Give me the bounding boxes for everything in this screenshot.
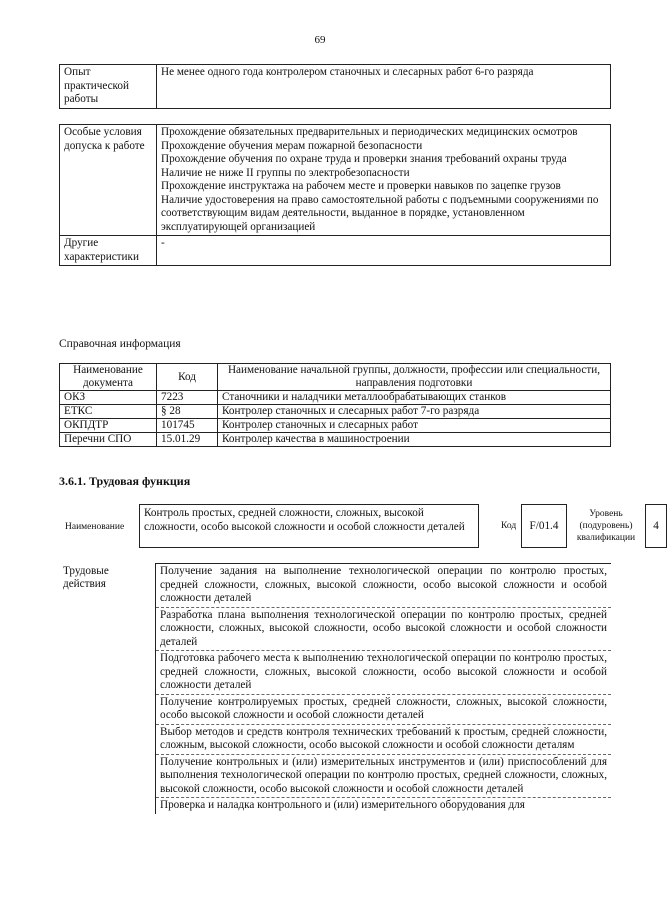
other-value: -: [157, 236, 611, 266]
condition-line: Прохождение обучения мерам пожарной безопасности: [161, 139, 423, 152]
other-label: Другие характеристики: [60, 236, 157, 266]
condition-line: Наличие не ниже II группы по электробезопасности: [161, 166, 410, 179]
function-name: Контроль простых, средней сложности, сложных, высокой сложности, особо высокой сложности и особой сложности деталей: [139, 504, 479, 548]
action-item: Подготовка рабочего места к выполнению технологической операции по контролю простых, средней сложности, сложных, высокой сложности, особо высокой сложности и особой сложности деталей: [156, 651, 612, 695]
page-number: 69: [314, 34, 326, 46]
ref-doc: ОКЗ: [60, 391, 157, 405]
function-code: F/01.4: [521, 504, 567, 548]
header-code: Код: [157, 364, 218, 391]
action-item: Проверка и наладка контрольного и (или) измерительного оборудования для: [160, 799, 525, 811]
action-item: Получение контролируемых простых, средней сложности, сложных, высокой сложности, особо высокой сложности и особой сложности деталей: [156, 694, 612, 724]
reference-table: [59, 363, 611, 447]
actions-label: Трудовые действия: [59, 564, 156, 814]
section-title: 3.6.1. Трудовая функция: [59, 474, 191, 488]
condition-line: Прохождение обязательных предварительных и периодических медицинских осмотров: [161, 126, 578, 138]
table-row: [60, 419, 611, 433]
experience-label: Опыт практической работы: [60, 65, 157, 109]
table-row: [60, 236, 611, 266]
experience-table: [59, 64, 611, 109]
condition-line: Прохождение обучения по охране труда и проверки знания требований охраны труда: [161, 153, 567, 165]
ref-code: 7223: [157, 391, 218, 405]
function-level: 4: [645, 504, 667, 548]
experience-value: Не менее одного года контролером станочных и слесарных работ 6-го разряда: [157, 65, 611, 109]
ref-code: 101745: [157, 419, 218, 433]
table-row: [60, 405, 611, 419]
function-header: [59, 500, 659, 552]
header-doc: Наименование документа: [60, 364, 157, 391]
action-item: Разработка плана выполнения технологической операции по контролю простых, средней сложности, сложных, высокой сложности, особо высокой сложности и особой сложности деталей: [156, 607, 612, 651]
ref-doc: ОКПДТР: [60, 419, 157, 433]
ref-doc: ЕТКС: [60, 405, 157, 419]
table-row: [60, 125, 611, 236]
ref-code: § 28: [157, 405, 218, 419]
condition-line: Прохождение инструктажа на рабочем месте и проверки навыков по зацепке грузов: [161, 180, 561, 192]
action-item: Получение задания на выполнение технологической операции по контролю простых, средней сложности, сложных, высокой сложности, особо высокой сложности и особой сложности деталей: [156, 564, 612, 608]
conditions-lines: [157, 125, 611, 236]
table-row: [60, 433, 611, 447]
function-code-label: Код: [501, 521, 517, 531]
table-row: [60, 391, 611, 405]
header-name: Наименование начальной группы, должности, профессии или специальности, направления подготовки: [218, 364, 611, 391]
ref-doc: Перечни СПО: [60, 433, 157, 447]
actions-table: [59, 563, 611, 814]
ref-code: 15.01.29: [157, 433, 218, 447]
conditions-label: Особые условия допуска к работе: [60, 125, 157, 236]
condition-line: Наличие удостоверения на право самостоятельной работы с подъемными сооружениями по соответствующим видам деятельности, выданное в порядке, установленном эксплуатирующей организацией: [161, 193, 599, 233]
reference-heading: Справочная информация: [59, 338, 181, 350]
ref-name: Контролер качества в машиностроении: [218, 433, 611, 447]
function-level-label: Уровень (подуровень) квалификации: [576, 509, 636, 543]
ref-name: Контролер станочных и слесарных работ: [218, 419, 611, 433]
ref-name: Контролер станочных и слесарных работ 7-го разряда: [218, 405, 611, 419]
table-header-row: [60, 364, 611, 391]
table-row: [60, 65, 611, 109]
action-item: Получение контрольных и (или) измерительных инструментов и (или) приспособлений для выполнения технологической операции по контролю простых, средней сложности, сложных, высокой сложности, особо высокой сложности и особой сложности деталей: [156, 754, 612, 798]
ref-name: Станочники и наладчики металлообрабатывающих станков: [218, 391, 611, 405]
action-item: Выбор методов и средств контроля технических требований к простым, средней сложности, сложным, высокой сложности, особо высокой сложности и особой сложности деталям: [156, 724, 612, 754]
function-name-label: Наименование: [65, 522, 125, 532]
table-row: [59, 564, 611, 608]
conditions-table: [59, 124, 611, 266]
